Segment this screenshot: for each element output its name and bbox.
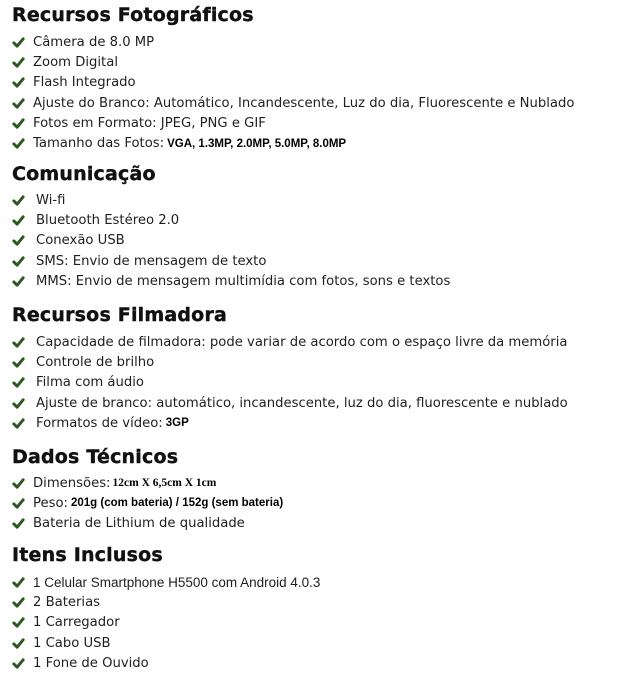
- checkmark-icon: [12, 117, 25, 130]
- list-item: [12, 93, 617, 113]
- item-text: Bateria de Lithium de qualidade: [33, 516, 245, 532]
- feature-list: [12, 473, 617, 534]
- checkmark-icon: [12, 56, 25, 69]
- checkmark-icon: [12, 637, 25, 650]
- checkmark-icon: [12, 275, 25, 288]
- list-item: [12, 190, 617, 210]
- item-text: 2 Baterias: [33, 594, 101, 610]
- list-item: [12, 393, 617, 413]
- section-heading: Recursos Filmadora: [12, 304, 228, 326]
- list-item: [12, 113, 617, 133]
- list-item: [12, 52, 617, 72]
- item-text: Zoom Digital: [33, 54, 118, 70]
- section-itens-inclusos: [12, 544, 617, 673]
- section-comunicacao: [12, 163, 617, 291]
- section-recursos-filmadora: [12, 304, 617, 433]
- list-item: [12, 413, 617, 433]
- list-item: [12, 633, 617, 653]
- list-item: [12, 514, 617, 534]
- item-text: Peso:: [33, 495, 68, 511]
- section-heading: Dados Técnicos: [12, 446, 179, 468]
- item-value: 12cm X 6,5cm X 1cm: [112, 477, 217, 490]
- list-item: [12, 32, 617, 52]
- checkmark-icon: [12, 234, 25, 247]
- item-text: 1 Carregador: [33, 615, 120, 631]
- list-item: [12, 473, 617, 493]
- checkmark-icon: [12, 137, 25, 150]
- item-text: Bluetooth Estéreo 2.0: [36, 212, 180, 228]
- item-text: 1 Celular Smartphone H5500 com Android 4.0.3: [33, 574, 321, 590]
- feature-list: [12, 332, 617, 433]
- checkmark-icon: [12, 76, 25, 89]
- item-text: Ajuste do Branco: Automático, Incandescente, Luz do dia, Fluorescente e Nublado: [33, 95, 575, 111]
- checkmark-icon: [12, 214, 25, 227]
- feature-list: [12, 190, 617, 291]
- checkmark-icon: [12, 477, 25, 490]
- item-text: 1 Fone de Ouvido: [33, 655, 149, 671]
- item-text: Flash Integrado: [33, 75, 136, 91]
- item-text: Dimensões:: [33, 475, 111, 491]
- checkmark-icon: [12, 97, 25, 110]
- item-text: Tamanho das Fotos:: [33, 136, 165, 152]
- item-text: 1 Cabo USB: [33, 635, 111, 651]
- list-item: [12, 572, 617, 592]
- list-item: [12, 352, 617, 372]
- list-item: [12, 271, 617, 291]
- section-dados-tecnicos: [12, 446, 617, 534]
- checkmark-icon: [12, 596, 25, 609]
- item-value: 3GP: [165, 417, 189, 430]
- item-text: Capacidade de filmadora: pode variar de acordo com o espaço livre da memória: [36, 334, 568, 350]
- list-item: [12, 210, 617, 230]
- checkmark-icon: [12, 194, 25, 207]
- list-item: [12, 231, 617, 251]
- feature-list: [12, 572, 617, 673]
- item-text: SMS: Envio de mensagem de texto: [36, 253, 267, 269]
- list-item: [12, 613, 617, 633]
- feature-list: [12, 32, 617, 154]
- section-heading: Recursos Fotográficos: [12, 4, 254, 26]
- item-text: Ajuste de branco: automático, incandescente, luz do dia, fluorescente e nublado: [36, 395, 568, 411]
- checkmark-icon: [12, 336, 25, 349]
- checkmark-icon: [12, 417, 25, 430]
- item-text: Filma com áudio: [36, 375, 144, 391]
- checkmark-icon: [12, 576, 25, 589]
- section-heading: Itens Inclusos: [12, 544, 163, 566]
- list-item: [12, 592, 617, 612]
- item-text: Formatos de vídeo:: [36, 415, 163, 431]
- item-text: Wi-fi: [36, 192, 66, 208]
- checkmark-icon: [12, 657, 25, 670]
- list-item: [12, 373, 617, 393]
- item-text: MMS: Envio de mensagem multimídia com fotos, sons e textos: [36, 273, 451, 289]
- list-item: [12, 73, 617, 93]
- section-heading: Comunicação: [12, 163, 156, 185]
- item-text: Controle de brilho: [36, 354, 155, 370]
- checkmark-icon: [12, 497, 25, 510]
- checkmark-icon: [12, 397, 25, 410]
- section-recursos-fotograficos: [12, 4, 617, 154]
- item-text: Câmera de 8.0 MP: [33, 34, 155, 50]
- checkmark-icon: [12, 517, 25, 530]
- list-item: [12, 133, 617, 153]
- checkmark-icon: [12, 616, 25, 629]
- list-item: [12, 653, 617, 673]
- list-item: [12, 251, 617, 271]
- item-text: Conexão USB: [36, 233, 125, 249]
- item-text: Fotos em Formato: JPEG, PNG e GIF: [33, 115, 266, 131]
- item-value: VGA, 1.3MP, 2.0MP, 5.0MP, 8.0MP: [167, 137, 347, 150]
- item-value: 201g (com bateria) / 152g (sem bateria): [70, 497, 284, 510]
- list-item: [12, 332, 617, 352]
- checkmark-icon: [12, 356, 25, 369]
- checkmark-icon: [12, 376, 25, 389]
- checkmark-icon: [12, 36, 25, 49]
- checkmark-icon: [12, 255, 25, 268]
- list-item: [12, 493, 617, 513]
